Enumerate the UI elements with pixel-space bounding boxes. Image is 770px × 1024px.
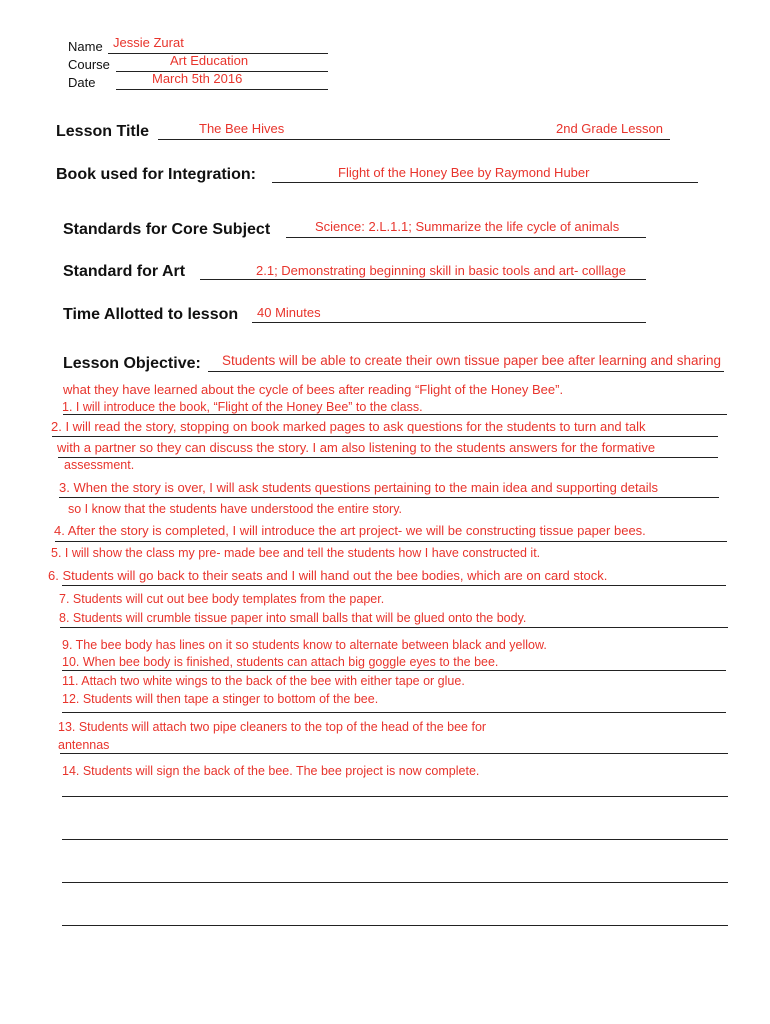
date-underline	[116, 89, 328, 90]
time-value: 40 Minutes	[257, 305, 321, 320]
blank-line	[62, 882, 728, 883]
step-3: 3. When the story is over, I will ask students questions pertaining to the main idea and supporting details	[59, 480, 659, 495]
step-11: 11. Attach two white wings to the back of the bee with either tape or glue.	[62, 674, 465, 688]
step-9: 9. The bee body has lines on it so students know to alternate between black and yellow.	[62, 638, 547, 652]
date-label: Date	[68, 75, 96, 90]
step-underline	[60, 627, 728, 628]
core-standard-label: Standards for Core Subject	[63, 221, 271, 238]
name-value: Jessie Zurat	[113, 35, 184, 50]
course-value: Art Education	[170, 53, 249, 68]
step-underline	[52, 436, 718, 437]
core-standard-underline	[286, 237, 646, 238]
objective-label: Lesson Objective:	[63, 355, 201, 372]
step-8: 8. Students will crumble tissue paper into small balls that will be glued onto the body.	[59, 611, 527, 625]
step-underline	[59, 497, 719, 498]
art-standard-underline	[200, 279, 646, 280]
step-14: 14. Students will sign the back of the bee. The bee project is now complete.	[62, 764, 480, 778]
step-7: 7. Students will cut out bee body templates from the paper.	[59, 592, 385, 606]
step-underline	[55, 541, 727, 542]
step-10: 10. When bee body is finished, students can attach big goggle eyes to the bee.	[62, 655, 499, 669]
step-underline	[62, 585, 726, 586]
step-underline	[60, 753, 728, 754]
time-label: Time Allotted to lesson	[63, 306, 239, 323]
step-2: 2. I will read the story, stopping on book marked pages to ask questions for the students to turn and talk	[51, 419, 646, 434]
step-13: 13. Students will attach two pipe cleaners to the top of the head of the bee for	[58, 720, 487, 734]
blank-line	[62, 839, 728, 840]
step-1: 1. I will introduce the book, “Flight of the Honey Bee” to the class.	[62, 400, 423, 414]
course-label: Course	[68, 57, 110, 72]
step-2-line-3: assessment.	[64, 458, 135, 472]
core-standard-value: Science: 2.L.1.1; Summarize the life cycle of animals	[315, 219, 620, 234]
step-underline	[63, 414, 727, 415]
name-label: Name	[68, 39, 103, 54]
step-underline	[62, 712, 726, 713]
step-underline	[58, 457, 718, 458]
lesson-title-underline	[158, 139, 670, 140]
objective-line-2: what they have learned about the cycle of bees after reading “Flight of the Honey Bee”.	[63, 382, 564, 397]
lesson-grade-value: 2nd Grade Lesson	[556, 121, 663, 136]
step-underline	[62, 670, 726, 671]
book-value: Flight of the Honey Bee by Raymond Huber	[338, 165, 590, 180]
blank-line	[62, 925, 728, 926]
step-13-line-2: antennas	[58, 738, 110, 752]
date-value: March 5th 2016	[152, 71, 243, 86]
lesson-title-value: The Bee Hives	[199, 121, 285, 136]
book-underline	[272, 182, 698, 183]
time-underline	[252, 322, 646, 323]
step-2-line-2: with a partner so they can discuss the story. I am also listening to the students answers for the formative	[57, 440, 656, 455]
step-6: 6. Students will go back to their seats and I will hand out the bee bodies, which are on card stock.	[48, 568, 608, 583]
objective-underline	[208, 371, 724, 372]
art-standard-label: Standard for Art	[63, 263, 186, 280]
step-3-line-2: so I know that the students have understood the entire story.	[68, 502, 402, 516]
art-standard-value: 2.1; Demonstrating beginning skill in basic tools and art- colllage	[256, 263, 626, 278]
step-5: 5. I will show the class my pre- made bee and tell the students how I have constructed it.	[51, 546, 541, 560]
step-12: 12. Students will then tape a stinger to bottom of the bee.	[62, 692, 379, 706]
lesson-title-label: Lesson Title	[56, 123, 150, 140]
book-label: Book used for Integration:	[56, 166, 256, 183]
step-4: 4. After the story is completed, I will introduce the art project- we will be constructing tissue paper bees.	[54, 523, 646, 538]
blank-line	[62, 796, 728, 797]
objective-line-1: Students will be able to create their own tissue paper bee after learning and sharing	[222, 353, 722, 368]
